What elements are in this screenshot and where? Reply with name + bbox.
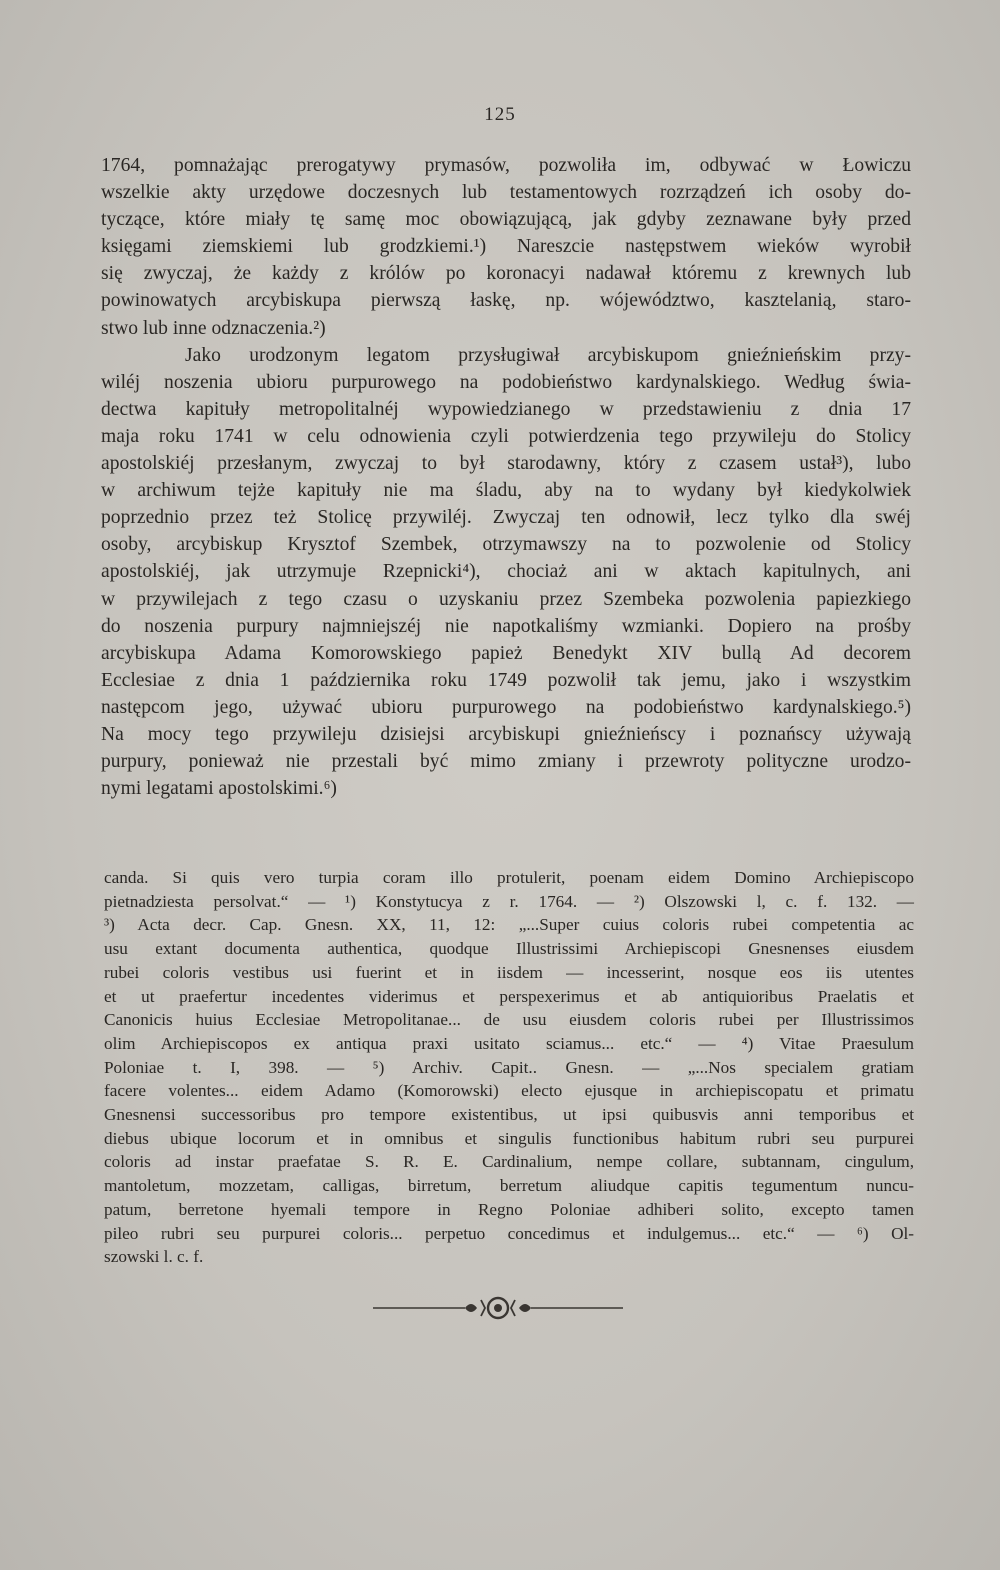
footnote-line: pietnadziesta persolvat.“ — ¹) Konstytucya z r. 1764. — ²) Olszowski l, c. f. 132. — — [104, 891, 914, 911]
text-line: apostolskiéj przesłanym, zwyczaj to był starodawny, który z czasem ustał³), lubo — [101, 453, 911, 475]
text-line: wiléj noszenia ubioru purpurowego na podobieństwo kardynalskiego. Według świa- — [101, 371, 911, 393]
text-line: następcom jego, używać ubioru purpurowego na podobieństwo kardynalskiego.⁵) — [101, 696, 911, 718]
footnote-line: coloris ad instar praefatae S. R. E. Cardinalium, nempe collare, subtannam, cingulum, — [104, 1152, 914, 1172]
text-line: purpury, ponieważ nie przestali być mimo zmiany i przewroty polityczne urodzo- — [101, 751, 911, 773]
text-line: Jako urodzonym legatom przysługiwał arcybiskupom gnieźnieńskim przy- — [185, 344, 911, 366]
footnotes — [104, 866, 914, 1269]
footnote-line: patum, berretone hyemali tempore in Regno Poloniae adhiberi solito, excepto tamen — [104, 1199, 914, 1219]
footnote-line: et ut praefertur incedentes viderimus et perspexerimus et ab antiquioribus Praelatis et — [104, 986, 914, 1006]
text-line: w archiwum tejże kapituły nie ma śladu, aby na to wydany był kiedykolwiek — [101, 480, 911, 502]
text-line: powinowatych arcybiskupa pierwszą łaskę, np. wójewództwo, kasztelanią, staro- — [101, 290, 911, 312]
footnote-line: usu extant documenta authentica, quodque Illustrissimi Archiepiscopi Gnesnenses eiusdem — [104, 939, 914, 959]
text-line: maja roku 1741 w celu odnowienia czyli potwierdzenia tego przywileju do Stolicy — [101, 425, 911, 447]
footnote-line: pileo rubri seu purpurei coloris... perpetuo concedimus et indulgemus... etc.“ — ⁶) Ol- — [104, 1223, 914, 1243]
footnote-line: ³) Acta decr. Cap. Gnesn. XX, 11, 12: „...Super cuius coloris rubei competentia ac — [104, 915, 914, 935]
footnote-line: mantoletum, mozzetam, calligas, birretum, berretum aliudque capitis tegumentum nuncu- — [104, 1176, 914, 1196]
main-text-body — [101, 152, 911, 802]
text-line: osoby, arcybiskup Krysztof Szembek, otrzymawszy na to pozwolenie od Stolicy — [101, 534, 911, 556]
text-line: tyczące, które miały tę samę moc obowiązującą, jak gdyby zeznawane były przed — [101, 209, 911, 231]
text-line: do noszenia purpury najmniejszéj nie napotkaliśmy wzmianki. Dopiero na prośby — [101, 615, 911, 637]
text-line: arcybiskupa Adama Komorowskiego papież Benedykt XIV bullą Ad decorem — [101, 642, 911, 664]
text-line: stwo lub inne odznaczenia.²) — [101, 317, 326, 339]
text-line: poprzednio przez też Stolicę przywiléj. Zwyczaj ten odnowił, lecz tylko dla swéj — [101, 507, 911, 529]
text-line: nymi legatami apostolskimi.⁶) — [101, 778, 337, 800]
footnote-line: szowski l. c. f. — [104, 1247, 204, 1267]
text-line: dectwa kapituły metropolitalnéj wypowiedzianego w przedstawieniu z dnia 17 — [101, 398, 911, 420]
text-line: się zwyczaj, że każdy z królów po koronacyi nadawał któremu z krewnych lub — [101, 263, 911, 285]
text-line: 1764, pomnażając prerogatywy prymasów, pozwoliła im, odbywać w Łowiczu — [101, 155, 911, 176]
text-line: w przywilejach z tego czasu o uzyskaniu przez Szembeka pozwolenia papiezkiego — [101, 588, 911, 610]
footnote-line: Poloniae t. I, 398. — ⁵) Archiv. Capit.. Gnesn. — „...Nos specialem gratiam — [104, 1057, 914, 1077]
text-line: księgami ziemskiemi lub grodzkiemi.¹) Nareszcie następstwem wieków wyrobił — [101, 236, 911, 258]
footnote-line: Gnesnensi successoribus pro tempore existentibus, ut ipsi quibusvis anni temporibus et — [104, 1105, 914, 1125]
page-number: 125 — [484, 104, 516, 125]
text-line: Na mocy tego przywileju dzisiejsi arcybiskupi gnieźnieńscy i poznańscy używają — [101, 723, 911, 745]
footnote-line: Canonicis huius Ecclesiae Metropolitanae... de usu eiusdem coloris rubei per Illustrissimos — [104, 1010, 914, 1030]
footnote-line: diebus ubique locorum et in omnibus et singulis functionibus habitum rubri seu purpurei — [104, 1128, 914, 1148]
footnote-line: facere volentes... eidem Adamo (Komorowski) electo ejusque in archiepiscopatu et primatu — [104, 1081, 914, 1101]
footnote-line: canda. Si quis vero turpia coram illo protulerit, poenam eidem Domino Archiepiscopo — [104, 868, 914, 887]
footnote-line: rubei coloris vestibus usi fuerint et in iisdem — incesserint, nosque eos iis utentes — [104, 962, 914, 982]
text-line: wszelkie akty urzędowe doczesnych lub testamentowych rozrządzeń ich osoby do- — [101, 182, 911, 204]
text-line: apostolskiéj, jak utrzymuje Rzepnicki⁴), chociaż ani w aktach kapitulnych, ani — [101, 561, 911, 583]
ornament-divider-icon — [373, 1288, 623, 1328]
footnote-line: olim Archiepiscopos ex antiqua praxi usitato sciamus... etc.“ — ⁴) Vitae Praesulum — [104, 1033, 914, 1053]
text-line: Ecclesiae z dnia 1 października roku 1749 pozwolił tak jemu, jako i wszystkim — [101, 669, 911, 691]
